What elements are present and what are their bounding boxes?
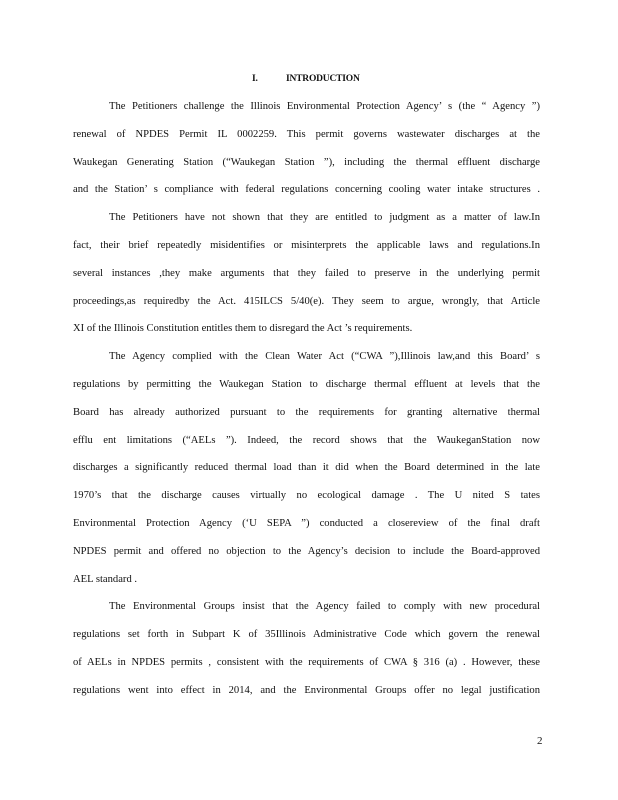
paragraph-2-line-4: proceedings,as requiredby the Act. 415ILCS 5/40(e). They seem to argue, wrongly, that Article: [73, 295, 540, 307]
paragraph-1-line-3: Waukegan Generating Station (“Waukegan Station ”), including the thermal effluent discharge: [73, 156, 540, 168]
paragraph-1-line-1: The Petitioners challenge the Illinois Environmental Protection Agency’ s (the “ Agency ”): [109, 101, 540, 112]
paragraph-3-line-2: regulations by permitting the Waukegan Station to discharge thermal effluent at levels that the: [73, 378, 540, 390]
paragraph-4-line-1: The Environmental Groups insist that the Agency failed to comply with new procedural: [109, 601, 540, 613]
paragraph-3-line-7: Environmental Protection Agency (‘U SEPA ”) conducted a closereview of the final draft: [73, 517, 540, 529]
paragraph-3-line-1: The Agency complied with the Clean Water Act (“CWA ”),Illinois law,and this Board’ s: [109, 351, 540, 363]
paragraph-2-line-1: The Petitioners have not shown that they are entitled to judgment as a matter of law.In: [109, 212, 540, 224]
paragraph-3-line-4: efflu ent limitations (“AELs ”). Indeed, the record shows that the WaukeganStation now: [73, 434, 540, 446]
section-title: INTRODUCTION: [286, 74, 360, 84]
body-text: [73, 99, 540, 711]
page-number: 2: [537, 735, 543, 747]
paragraph-2-line-5: XI of the Illinois Constitution entitles them to disregard the Act ’s requirements.: [73, 323, 413, 335]
paragraph-4-line-2: regulations set forth in Subpart K of 35Illinois Administrative Code which govern the renewal: [73, 629, 540, 641]
paragraph-3-line-3: Board has already authorized pursuant to the requirements for granting alternative thermal: [73, 406, 540, 418]
paragraph-3-line-5: discharges a significantly reduced thermal load than it did when the Board determined in the late: [73, 462, 540, 474]
paragraph-3-line-6: 1970’s that the discharge causes virtually no ecological damage . The U nited S tates: [73, 490, 540, 502]
paragraph-3-line-8: NPDES permit and offered no objection to the Agency’s decision to include the Board-approved: [73, 545, 540, 557]
paragraph-3-line-9: AEL standard .: [73, 573, 138, 585]
section-number: I.: [252, 74, 258, 84]
paragraph-2-line-2: fact, their brief repeatedly misidentifies or misinterprets the applicable laws and regulations.In: [73, 239, 540, 251]
paragraph-2-line-3: several instances ,they make arguments that they failed to preserve in the underlying permit: [73, 267, 540, 279]
paragraph-4-line-4: regulations went into effect in 2014, and the Environmental Groups offer no legal justification: [73, 684, 540, 696]
section-heading: [0, 74, 618, 88]
paragraph-1-line-2: renewal of NPDES Permit IL 0002259. This permit governs wastewater discharges at the: [73, 128, 540, 140]
paragraph-1-line-4: and the Station’ s compliance with federal regulations concerning cooling water intake structures .: [73, 184, 540, 196]
paragraph-4-line-3: of AELs in NPDES permits , consistent with the requirements of CWA § 316 (a) . However, these: [73, 656, 540, 668]
